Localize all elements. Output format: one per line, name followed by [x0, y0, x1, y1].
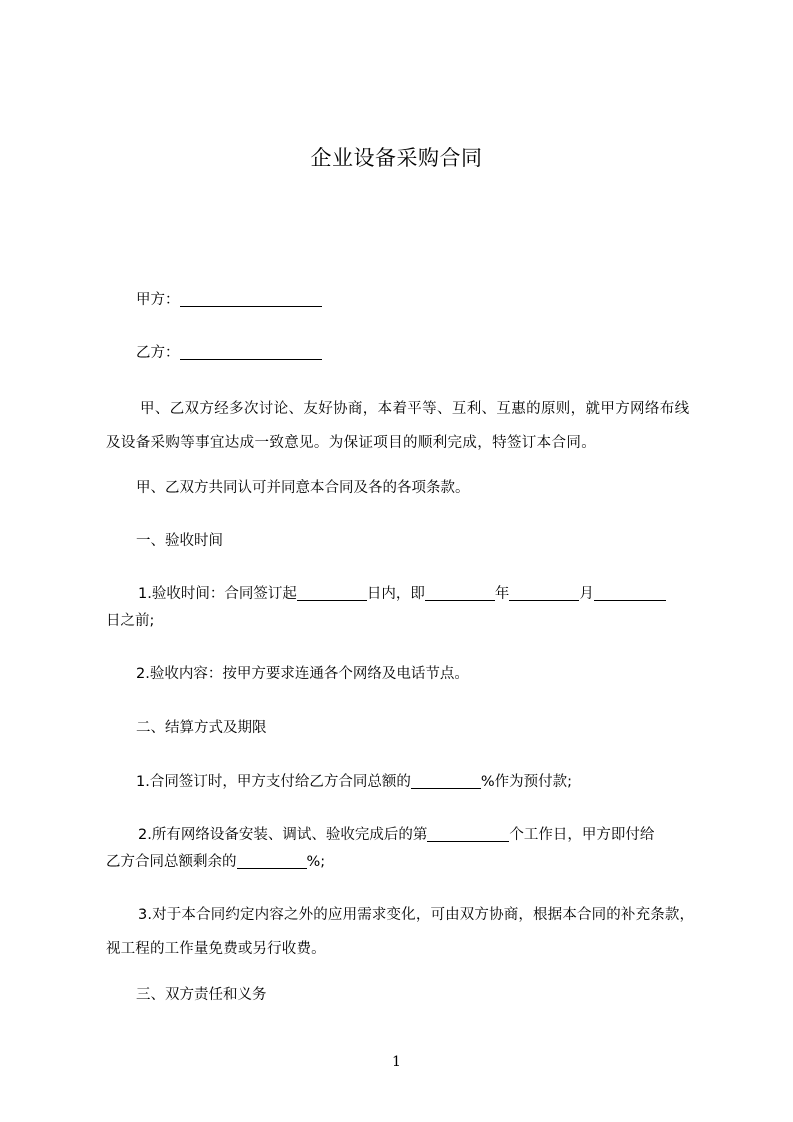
page-number: 1 [392, 1054, 401, 1070]
party-b-blank[interactable] [180, 343, 322, 360]
party-a-line [136, 283, 732, 317]
intro-paragraph: 甲、乙双方经多次讨论、友好协商，本着平等、互利、互惠的原则，就甲方网络布线及设备采购等事宜达成一致意见。为保证项目的顺利完成，特签订本合同。 [106, 401, 690, 451]
section-1-heading: 一、验收时间 [136, 533, 223, 549]
section-2-item-3: 3.对于本合同约定内容之外的应用需求变化，可由双方协商，根据本合同的补充条款，视工程的工作量免费或另行收费。 [106, 907, 695, 957]
days-blank[interactable] [297, 584, 367, 601]
section-2-heading: 二、结算方式及期限 [136, 720, 267, 736]
working-day-blank[interactable] [427, 825, 509, 842]
section-1-item-2: 2.验收内容：按甲方要求连通各个网络及电话节点。 [136, 666, 469, 682]
party-a-blank[interactable] [180, 290, 322, 307]
section-1-item-1-cont: 日之前; [106, 613, 155, 629]
agreement-paragraph: 甲、乙双方共同认可并同意本合同及各的各项条款。 [136, 480, 470, 496]
advance-percent-blank[interactable] [411, 772, 481, 789]
section-3-heading: 三、双方责任和义务 [136, 987, 267, 1003]
year-blank[interactable] [425, 584, 495, 601]
party-a-label: 甲方： [136, 292, 180, 308]
remaining-percent-blank[interactable] [237, 852, 307, 869]
document-title: 企业设备采购合同 [310, 146, 483, 170]
section-2-item-2: 2.所有网络设备安装、调试、验收完成后的第 个工作日，甲方即付给 [138, 827, 655, 843]
day-blank[interactable] [594, 584, 666, 601]
party-b-line [136, 336, 732, 370]
section-1-item-1: 1.验收时间：合同签订起 日内，即 年 月 [138, 577, 734, 611]
month-blank[interactable] [509, 584, 579, 601]
section-2-item-2-cont: 乙方合同总额剩余的 %; [106, 854, 326, 870]
section-2-item-1: 1.合同签订时，甲方支付给乙方合同总额的 %作为预付款; [136, 774, 573, 790]
party-b-label: 乙方： [136, 345, 180, 361]
